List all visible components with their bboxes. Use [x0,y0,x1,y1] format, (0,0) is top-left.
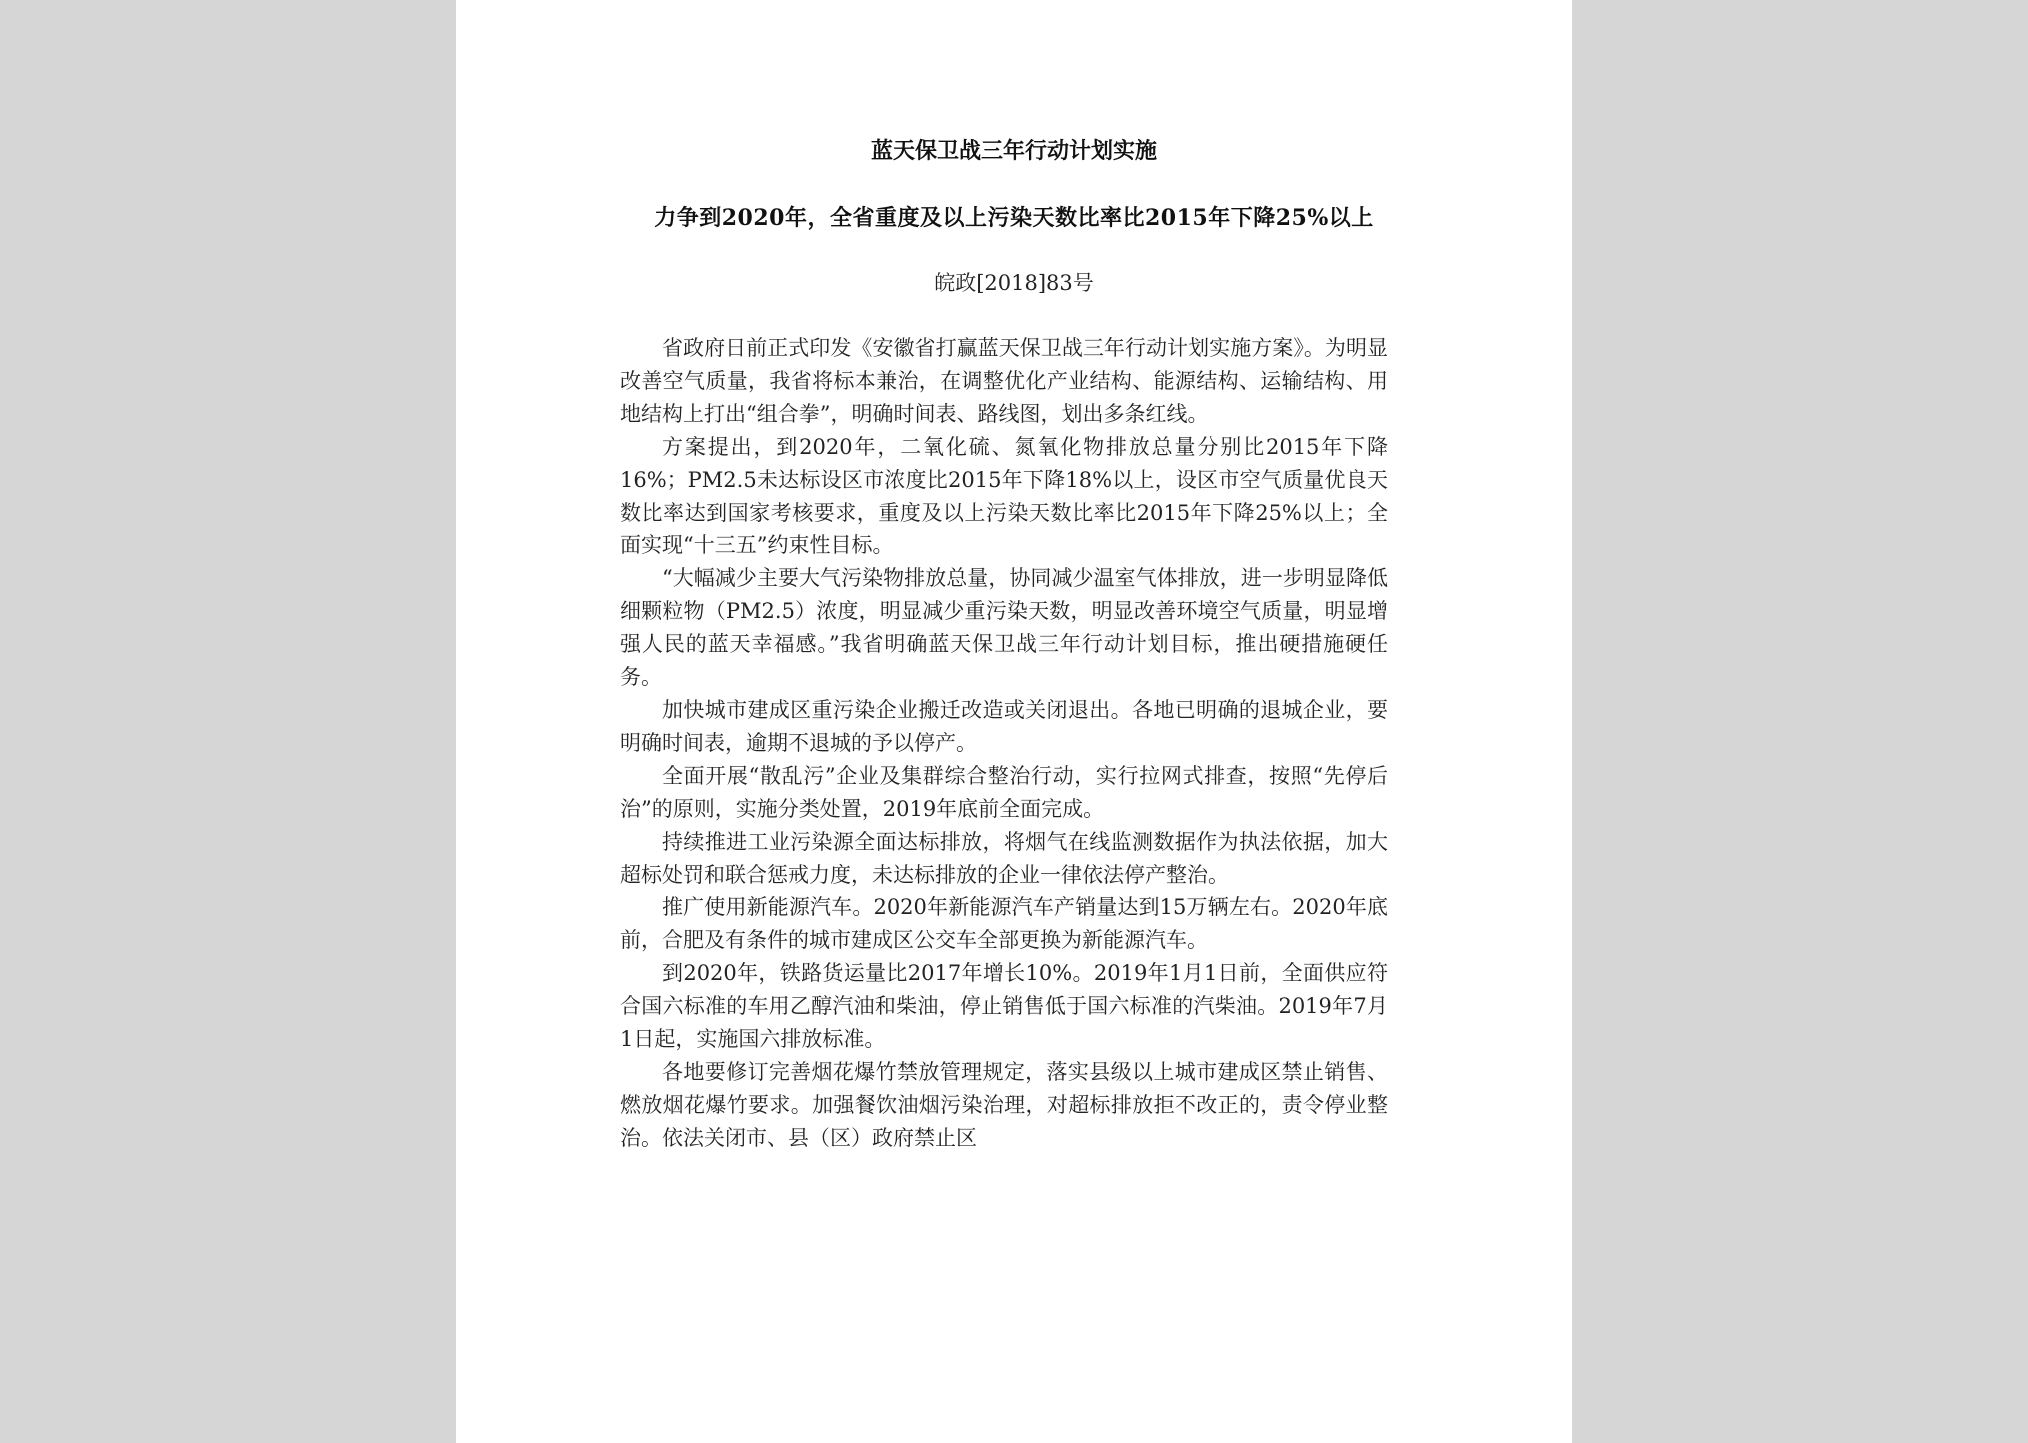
paragraph-4: 加快城市建成区重污染企业搬迁改造或关闭退出。各地已明确的退城企业，要明确时间表，逾期不退城的予以停产。 [620,697,1388,755]
paragraph-8: 到2020年，铁路货运量比2017年增长10%。2019年1月1日前，全面供应符合国六标准的车用乙醇汽油和柴油，停止销售低于国六标准的汽柴油。2019年7月1日起，实施国六排放标准。 [620,961,1388,1052]
paragraph-2: 方案提出，到2020年，二氧化硫、氮氧化物排放总量分别比2015年下降16%；PM2.5未达标设区市浓度比2015年下降18%以上，设区市空气质量优良天数比率达到国家考核要求，重度及以上污染天数比率比2015年下降25%以上；全面实现“十三五”约束性目标。 [620,434,1388,558]
document-body [620,332,1388,1155]
paragraph-7: 推广使用新能源汽车。2020年新能源汽车产销量达到15万辆左右。2020年底前，合肥及有条件的城市建成区公交车全部更换为新能源汽车。 [620,895,1388,953]
paragraph-3: “大幅减少主要大气污染物排放总量，协同减少温室气体排放，进一步明显降低细颗粒物（PM2.5）浓度，明显减少重污染天数，明显改善环境空气质量，明显增强人民的蓝天幸福感。”我省明确蓝天保卫战三年行动计划目标，推出硬措施硬任务。 [620,566,1388,690]
document-title: 蓝天保卫战三年行动计划实施 [870,138,1157,164]
paragraph-5: 全面开展“散乱污”企业及集群综合整治行动，实行拉网式排查，按照“先停后治”的原则，实施分类处置，2019年底前全面完成。 [620,763,1388,821]
document-number: 皖政[2018]83号 [934,271,1094,295]
paragraph-1: 省政府日前正式印发《安徽省打赢蓝天保卫战三年行动计划实施方案》。为明显改善空气质量，我省将标本兼治，在调整优化产业结构、能源结构、运输结构、用地结构上打出“组合拳”，明确时间表、路线图，划出多条红线。 [620,336,1388,426]
paragraph-9: 各地要修订完善烟花爆竹禁放管理规定，落实县级以上城市建成区禁止销售、燃放烟花爆竹要求。加强餐饮油烟污染治理，对超标排放拒不改正的，责令停业整治。依法关闭市、县（区）政府禁止区 [620,1059,1388,1150]
paragraph-6: 持续推进工业污染源全面达标排放，将烟气在线监测数据作为执法依据，加大超标处罚和联合惩戒力度，未达标排放的企业一律依法停产整治。 [620,829,1388,887]
document-subtitle: 力争到2020年，全省重度及以上污染天数比率比2015年下降25%以上 [654,205,1374,231]
document-page [456,0,1572,1443]
